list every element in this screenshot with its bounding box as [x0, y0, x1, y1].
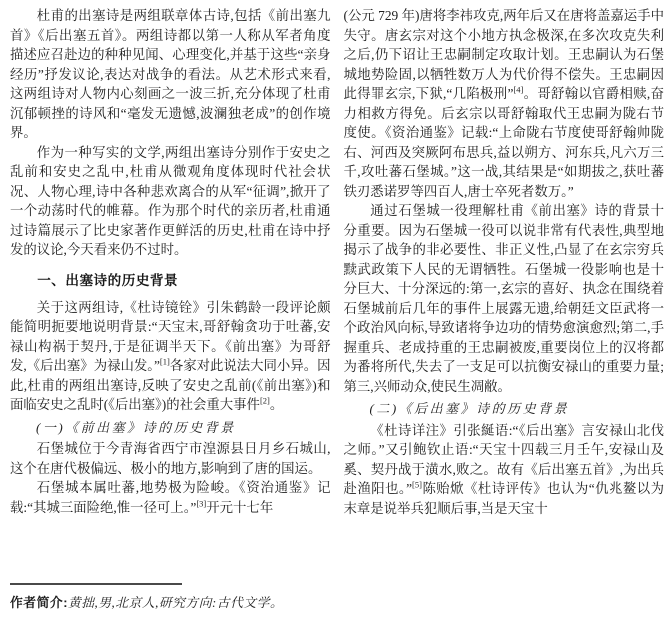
author-bio	[10, 594, 331, 612]
right-column	[344, 6, 665, 612]
right-column-text	[344, 6, 665, 518]
paragraph: 杜甫的出塞诗是两组联章体古诗,包括《前出塞九首》《后出塞五首》。两组诗都以第一人称从军者角度描述应召赴边的种种见闻、心理变化,并基于这些“亲身经历”抒发议论,表达对战争的看法。从艺术形式来看,这两组诗对人物内心刻画之一波三折,充分体现了杜甫沉郁顿挫的诗风和“毫发无遗憾,波澜独老成”的创作境界。	[10, 8, 331, 140]
paragraph: (公元 729 年)唐将李祎攻克,两年后又在唐将盖嘉运手中失守。唐玄宗对这个小地方执念极深,在多次攻克失利之后,仍下诏让王忠嗣制定攻取计划。王忠嗣认为石堡城地势险固,以牺牲数万人为代价得不偿失。王忠嗣因此得罪玄宗,下狱,“几陷极刑”[4]。哥舒翰以官爵相赎,奋力相救方得免。后玄宗以哥舒翰取代王忠嗣为陇右节度使。《资治通鉴》记载:“上命陇右节度使哥舒翰帅陇右、河西及突厥阿布思兵,益以朔方、河东兵,凡六万三千,攻吐蕃石堡城。”这一战,其结果是“如期拔之,获吐蕃铁刃悉诺罗等四百人,唐士卒死者数万。”	[343, 8, 664, 199]
paragraph: 《杜诗详注》引张綖语:“《后出塞》言安禄山北伐之师。”又引鲍钦止语:“天宝十四载三月壬午,安禄山及奚、契丹战于潢水,败之。故有《后出塞五首》,为出兵赴渔阳也。”[5]陈贻焮《杜诗评传》也认为“仇兆鳌以为末章是说举兵犯顺后事,当是天宝十	[343, 422, 664, 516]
footnote-ref: [5]	[412, 479, 422, 490]
author-note	[10, 577, 331, 612]
paragraph: 作为一种写实的文学,两组出塞诗分别作于安史之乱前和安史之乱中,杜甫从微观角度体现时代社会状况、人物心理,诗中各种悲欢离合的从军“征调”,掀开了一个动荡时代的帷幕。作为那个时代的亲历者,杜甫通过诗篇展示了比史家著作更鲜活的历史,杜甫在诗中抒发的议论,今天看来仍不过时。	[10, 144, 331, 257]
author-bio-text: 黄拙,男,北京人,研究方向:古代文学。	[67, 596, 284, 610]
left-column-text	[10, 6, 331, 517]
footnote-ref: [4]	[513, 84, 524, 95]
footnote-ref: [3]	[196, 498, 207, 509]
section-heading: 一、出塞诗的历史背景	[37, 272, 179, 288]
paragraph: 通过石堡城一役理解杜甫《前出塞》诗的背景十分重要。因为石堡城一役可以说非常有代表性,典型地揭示了战争的非必要性、非正义性,凸显了在玄宗穷兵黩武政策下人民的无谓牺牲。石堡城一役影响也是十分巨大、十分深远的:第一,玄宗的喜好、执念在围绕着石堡城前后几年的事件上展露无遗,给朝廷文臣武将一个政治风向标,导致诸将争边功的情势愈演愈烈;第二,手握重兵、老成持重的王忠嗣被废,重要岗位上的汉将都为番将所代,失去了一支足可以抗衡安禄山的重要力量;第三,兴师动众,使民生凋敝。	[343, 203, 664, 394]
footnote-divider	[10, 583, 182, 585]
footnote-ref: [2]	[259, 395, 270, 406]
subsection-heading: (一)《前出塞》诗的历史背景	[36, 419, 236, 435]
author-bio-label: 作者简介:	[10, 595, 68, 610]
footnote-ref: [1]	[159, 356, 170, 367]
paragraph: 关于这两组诗,《杜诗镜铨》引朱鹤龄一段评论颇能简明扼要地说明背景:“天宝末,哥舒翰贪功于吐蕃,安禄山构祸于契丹,于是征调半天下。《前出塞》为哥舒发,《后出塞》为禄山发。”[1]各家对此说法大同小异。因此,杜甫的两组出塞诗,反映了安史之乱前(《前出塞》)和面临安史之乱时(《后出塞》)的社会重大事件[2]。	[10, 299, 331, 412]
left-column	[10, 6, 331, 612]
subsection-heading: (二)《后出塞》诗的历史背景	[369, 401, 570, 416]
paragraph: 石堡城位于今青海省西宁市湟源县日月乡石城山,这个在唐代极偏远、极小的地方,影响到了唐的国运。	[10, 441, 331, 476]
paragraph: 石堡城本属吐蕃,地势极为险峻。《资治通鉴》记载:“其城三面险绝,惟一径可上。”[3]开元十七年	[10, 480, 331, 515]
